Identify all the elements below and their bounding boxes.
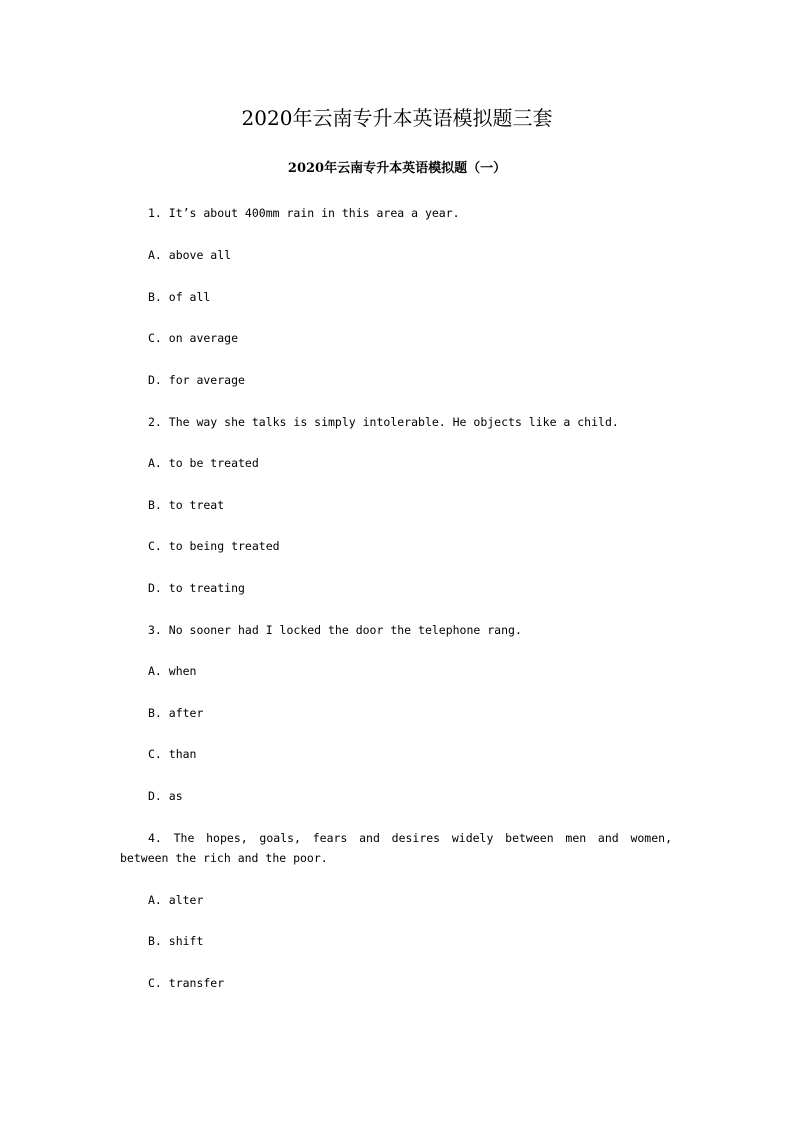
section-subtitle: 2020年云南专升本英语模拟题（一）: [287, 161, 507, 176]
question-3-option-c: C. than: [148, 747, 197, 761]
question-4-stem-line-1: 4. The hopes, goals, fears and desires widely between men and women,: [148, 831, 672, 845]
question-2-option-d: D. to treating: [148, 581, 245, 595]
document-title: 2020年云南专升本英语模拟题三套: [241, 106, 553, 130]
question-1-stem: 1. It’s about 400mm rain in this area a year.: [148, 206, 460, 220]
question-2-option-c: C. to being treated: [148, 539, 280, 553]
question-2-stem: 2. The way she talks is simply intolerable. He objects like a child.: [148, 415, 619, 429]
question-1-option-b: B. of all: [148, 290, 211, 304]
question-4-stem: [120, 828, 672, 868]
question-3-option-a: A. when: [148, 664, 197, 678]
question-4-option-a: A. alter: [148, 893, 204, 907]
question-3-option-b: B. after: [148, 706, 204, 720]
question-3-option-d: D. as: [148, 789, 183, 803]
question-4-option-b: B. shift: [148, 934, 204, 948]
question-4-option-c: C. transfer: [148, 976, 225, 990]
question-1-option-d: D. for average: [148, 373, 245, 387]
question-1-option-c: C. on average: [148, 331, 239, 345]
question-4-stem-line-2: between the rich and the poor.: [120, 851, 328, 865]
question-2-option-b: B. to treat: [148, 498, 225, 512]
question-3-stem: 3. No sooner had I locked the door the telephone rang.: [148, 623, 522, 637]
question-1-option-a: A. above all: [148, 248, 232, 262]
question-2-option-a: A. to be treated: [148, 456, 259, 470]
